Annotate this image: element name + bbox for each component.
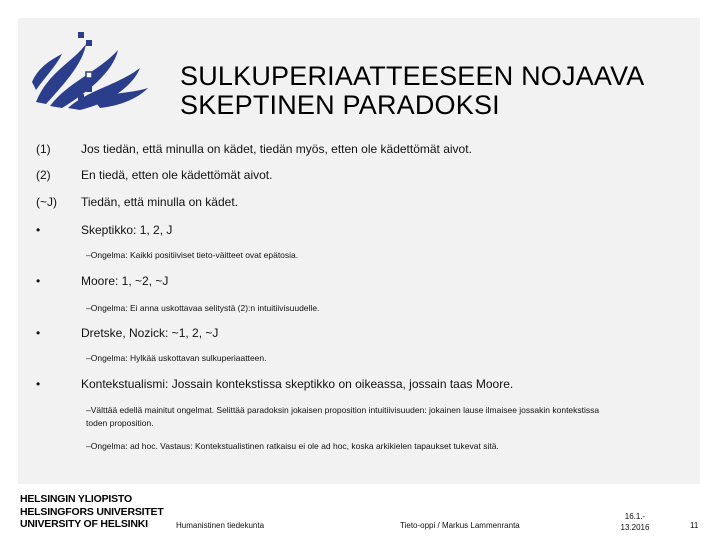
item-text: Moore: 1, ~2, ~J — [81, 274, 169, 288]
sub-item-line: –Välttää edellä mainitut ongelmat. Selittää paradoksin jokaisen proposition intuitiivisuuden: jokainen lause ilmaisee jossakin kontekstissa — [86, 405, 600, 415]
sub-item: –Ongelma: Ei anna uskottavaa selitystä (2):n intuitiivisuudelle. — [86, 303, 320, 313]
item-text: Kontekstualismi: Jossain kontekstissa skeptikko on oikeassa, jossain taas Moore. — [81, 377, 514, 391]
item-marker: (1) — [36, 142, 51, 156]
page-number: 11 — [690, 521, 699, 530]
footer — [0, 490, 720, 540]
item-marker: (2) — [36, 168, 51, 182]
bullet: • — [36, 274, 41, 288]
university-flame-logo — [28, 32, 156, 114]
sub-item: –Ongelma: ad hoc. Vastaus: Kontekstualistinen ratkaisu ei ole ad hoc, koska arkikielen tapaukset tukevat sitä. — [86, 441, 499, 451]
item-text: Tiedän, että minulla on kädet. — [81, 195, 238, 209]
university-name-en: UNIVERSITY OF HELSINKI — [20, 518, 148, 530]
sub-item: –Ongelma: Hylkää uskottavan sulkuperiaatteen. — [86, 353, 267, 363]
item-text: Skeptikko: 1, 2, J — [81, 223, 173, 237]
date-line-1: 16.1.- — [624, 512, 646, 521]
university-name — [20, 493, 164, 531]
slide-title-line-1: SULKUPERIAATTEESEEN NOJAAVA — [180, 61, 645, 91]
sub-item-line: toden proposition. — [86, 418, 154, 428]
slide-title — [180, 62, 700, 120]
item-marker: (~J) — [36, 195, 57, 209]
university-name-fi: HELSINGIN YLIOPISTO — [20, 493, 132, 505]
item-text: Jos tiedän, että minulla on kädet, tiedän myös, etten ole kädettömät aivot. — [81, 142, 472, 156]
date-line-2: 13.2016 — [620, 523, 650, 532]
university-name-sv: HELSINGFORS UNIVERSITET — [20, 505, 164, 518]
item-text: Dretske, Nozick: ~1, 2, ~J — [81, 326, 219, 340]
author-label: Tieto-oppi / Markus Lammenranta — [400, 521, 520, 530]
slide-title-line-2: SKEPTINEN PARADOKSI — [180, 90, 500, 120]
bullet: • — [36, 377, 41, 391]
content-panel — [18, 122, 700, 484]
sub-item — [86, 404, 666, 430]
bullet: • — [36, 326, 41, 340]
sub-item: –Ongelma: Kaikki positiiviset tieto-väitteet ovat epätosia. — [86, 250, 299, 260]
date — [600, 511, 670, 533]
title-band — [18, 18, 700, 122]
bullet: • — [36, 223, 41, 237]
item-text: En tiedä, etten ole kädettömät aivot. — [81, 168, 273, 182]
faculty-name: Humanistinen tiedekunta — [176, 521, 265, 530]
